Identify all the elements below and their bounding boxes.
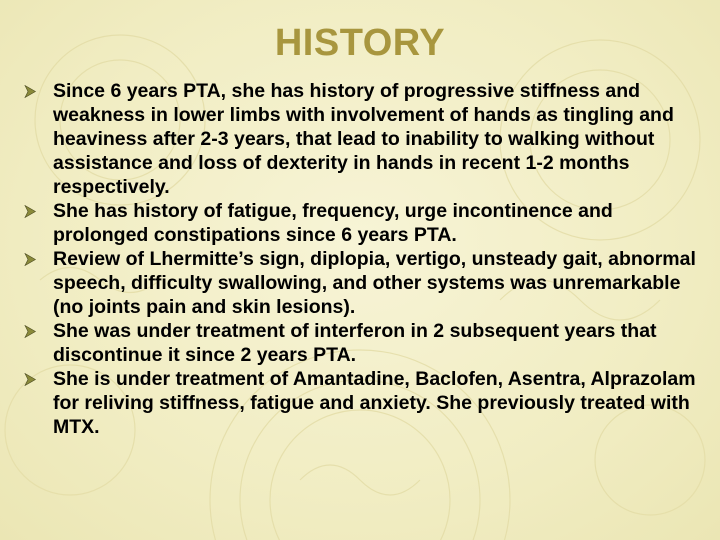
bullet-item-2 — [24, 199, 704, 247]
bullet-text: Since 6 years PTA, she has history of progressive stiffness and weakness in lower limbs with involvement of hands as tingling and heaviness after 2-3 years, that lead to inability to walking without assistance and loss of dexterity in hands in recent 1-2 months respectively. — [53, 80, 674, 198]
arrowhead-bullet-icon — [24, 253, 36, 266]
arrowhead-bullet-icon — [24, 205, 36, 218]
bullet-text: She was under treatment of interferon in 2 subsequent years that discontinue it since 2 years PTA. — [53, 320, 657, 366]
bullet-text: Review of Lhermitte’s sign, diplopia, vertigo, unsteady gait, abnormal speech, difficulty swallowing, and other systems was unremarkable (no joints pain and skin lesions). — [53, 248, 696, 318]
bullet-item-1 — [24, 79, 704, 199]
arrowhead-bullet-icon — [24, 325, 36, 338]
bullet-item-5 — [24, 367, 704, 439]
arrowhead-bullet-icon — [24, 373, 36, 386]
bullet-text: She has history of fatigue, frequency, urge incontinence and prolonged constipations since 6 years PTA. — [53, 200, 613, 246]
bullet-item-3 — [24, 247, 704, 319]
arrowhead-bullet-icon — [24, 85, 36, 98]
bullet-text: She is under treatment of Amantadine, Baclofen, Asentra, Alprazolam for reliving stiffness, fatigue and anxiety. She previously treated with MTX. — [53, 368, 696, 438]
slide-title: HISTORY — [274, 22, 446, 64]
bullet-list — [24, 79, 704, 439]
bullet-item-4 — [24, 319, 704, 367]
